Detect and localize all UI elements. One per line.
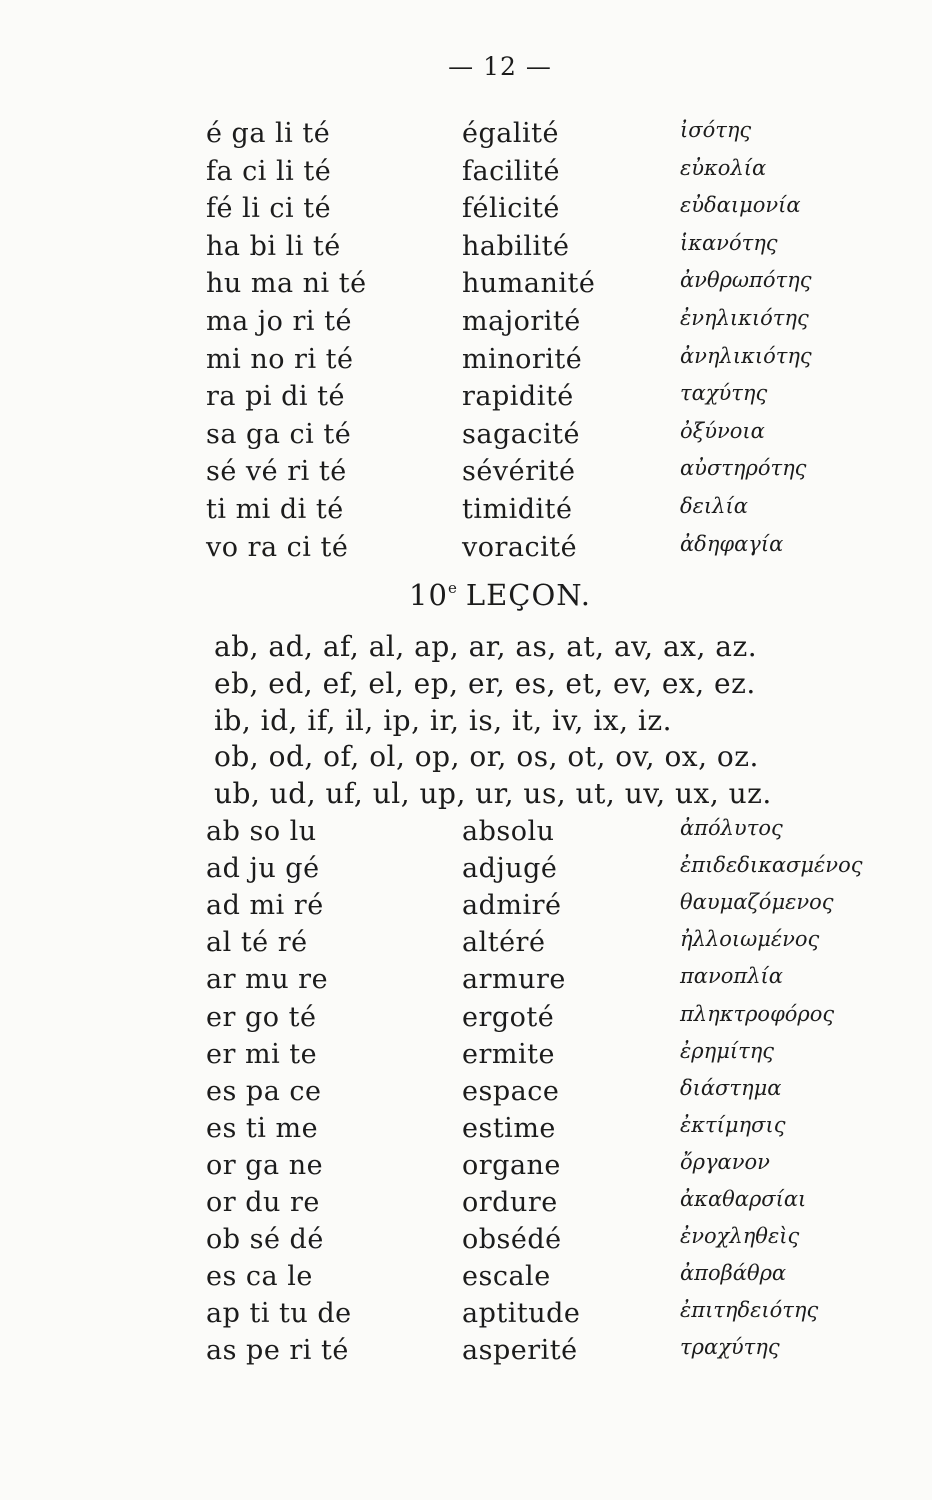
syllabified-word: ad ju gé	[206, 853, 320, 885]
syllabified-word: as pe ri té	[206, 1335, 349, 1367]
greek-translation: πληκτροφόρος	[680, 1001, 835, 1026]
syllabified-word: or ga ne	[206, 1149, 324, 1181]
french-word: félicité	[462, 193, 560, 225]
greek-translation: ἐνηλικιότης	[680, 306, 809, 330]
greek-translation: τραχύτης	[680, 1335, 780, 1360]
syllable-line: ob, od, of, ol, op, or, os, ot, ov, ox, oz.	[214, 740, 759, 774]
greek-translation: αὐστηρότης	[680, 456, 807, 481]
greek-translation: ταχύτης	[680, 381, 768, 406]
french-word: admiré	[462, 890, 562, 922]
syllabified-word: ti mi di té	[206, 494, 344, 525]
french-word: asperité	[462, 1335, 578, 1367]
greek-translation: ἐρημίτης	[680, 1038, 775, 1063]
greek-translation: ἀδηφαγία	[680, 531, 784, 556]
syllabified-word: or du re	[206, 1187, 320, 1218]
syllabified-word: sé vé ri té	[206, 456, 347, 488]
french-word: espace	[462, 1075, 560, 1107]
french-word: facilité	[462, 155, 560, 187]
greek-translation: πανοπλία	[680, 964, 783, 989]
french-word: absolu	[462, 816, 555, 847]
syllabified-word: es pa ce	[206, 1075, 322, 1107]
french-word: voracité	[462, 531, 578, 563]
french-word: humanité	[462, 268, 596, 300]
syllabified-word: ha bi li té	[206, 230, 341, 262]
greek-translation: ἐνοχληθεὶς	[680, 1224, 800, 1249]
page-number: — 12 —	[448, 52, 552, 81]
lesson-number: 10	[409, 578, 448, 612]
greek-translation: ἀποβάθρα	[680, 1261, 787, 1286]
syllabified-word: ad mi ré	[206, 890, 324, 922]
greek-translation: ἀπόλυτος	[680, 816, 783, 840]
french-word: minorité	[462, 343, 583, 375]
french-word: armure	[462, 964, 566, 996]
french-word: escale	[462, 1261, 551, 1293]
greek-translation: ἀνηλικιότης	[680, 343, 812, 368]
syllable-line: ib, id, if, il, ip, ir, is, it, iv, ix, iz.	[214, 703, 672, 737]
greek-translation: ἱκανότης	[680, 230, 778, 255]
syllable-line: ab, ad, af, al, ap, ar, as, at, av, ax, az.	[214, 630, 758, 663]
lesson-heading	[0, 578, 932, 612]
greek-translation: ἠλλοιωμένος	[680, 927, 820, 952]
greek-translation: εὐδαιμονία	[680, 193, 801, 218]
french-word: obsédé	[462, 1224, 562, 1256]
syllabified-word: é ga li té	[206, 118, 331, 149]
greek-translation: ἀνθρωπότης	[680, 268, 812, 293]
syllabified-word: ob sé dé	[206, 1224, 324, 1256]
greek-translation: ὄργανον	[680, 1149, 770, 1174]
greek-translation: θαυμαζόμενος	[680, 890, 834, 915]
syllabified-word: er go té	[206, 1001, 317, 1033]
french-word: sagacité	[462, 418, 580, 450]
french-word: ergoté	[462, 1001, 555, 1033]
french-word: estime	[462, 1112, 556, 1144]
greek-translation: ὀξύνοια	[680, 418, 765, 443]
greek-translation: ἰσότης	[680, 118, 752, 142]
greek-translation: ἐπιδεδικασμένος	[680, 853, 863, 878]
syllabified-word: ap ti tu de	[206, 1298, 352, 1330]
french-word: sévérité	[462, 456, 576, 488]
syllabified-word: sa ga ci té	[206, 418, 352, 450]
syllabified-word: er mi te	[206, 1038, 318, 1070]
greek-translation: ἐπιτηδειότης	[680, 1298, 819, 1323]
greek-translation: ἀκαθαρσίαι	[680, 1187, 807, 1211]
french-word: altéré	[462, 927, 546, 959]
syllabified-word: fa ci li té	[206, 155, 332, 187]
syllabified-word: ma jo ri té	[206, 306, 352, 337]
french-word: rapidité	[462, 381, 574, 413]
french-word: égalité	[462, 118, 559, 149]
syllabified-word: vo ra ci té	[206, 531, 349, 563]
syllable-line: eb, ed, ef, el, ep, er, es, et, ev, ex, ez.	[214, 666, 756, 700]
french-word: habilité	[462, 230, 570, 262]
syllabified-word: fé li ci té	[206, 193, 332, 225]
greek-translation: δειλία	[680, 494, 748, 518]
syllable-line: ub, ud, uf, ul, up, ur, us, ut, uv, ux, uz.	[214, 777, 772, 811]
french-word: timidité	[462, 494, 573, 525]
syllabified-word: hu ma ni té	[206, 268, 367, 300]
french-word: majorité	[462, 306, 581, 337]
greek-translation: ἐκτίμησις	[680, 1112, 786, 1137]
syllabified-word: ab so lu	[206, 816, 317, 847]
syllabified-word: mi no ri té	[206, 343, 354, 375]
lesson-title: LEÇON.	[465, 578, 591, 612]
greek-translation: εὐκολία	[680, 155, 767, 180]
syllabified-word: ar mu re	[206, 964, 329, 996]
syllabified-word: es ti me	[206, 1112, 319, 1144]
french-word: ordure	[462, 1187, 558, 1218]
french-word: aptitude	[462, 1298, 581, 1330]
french-word: ermite	[462, 1038, 555, 1070]
lesson-number-suffix: e	[447, 579, 458, 597]
syllabified-word: al té ré	[206, 927, 308, 959]
french-word: adjugé	[462, 853, 558, 885]
french-word: organe	[462, 1149, 561, 1181]
syllabified-word: ra pi di té	[206, 381, 345, 413]
greek-translation: διάστημα	[680, 1075, 782, 1100]
syllabified-word: es ca le	[206, 1261, 313, 1293]
